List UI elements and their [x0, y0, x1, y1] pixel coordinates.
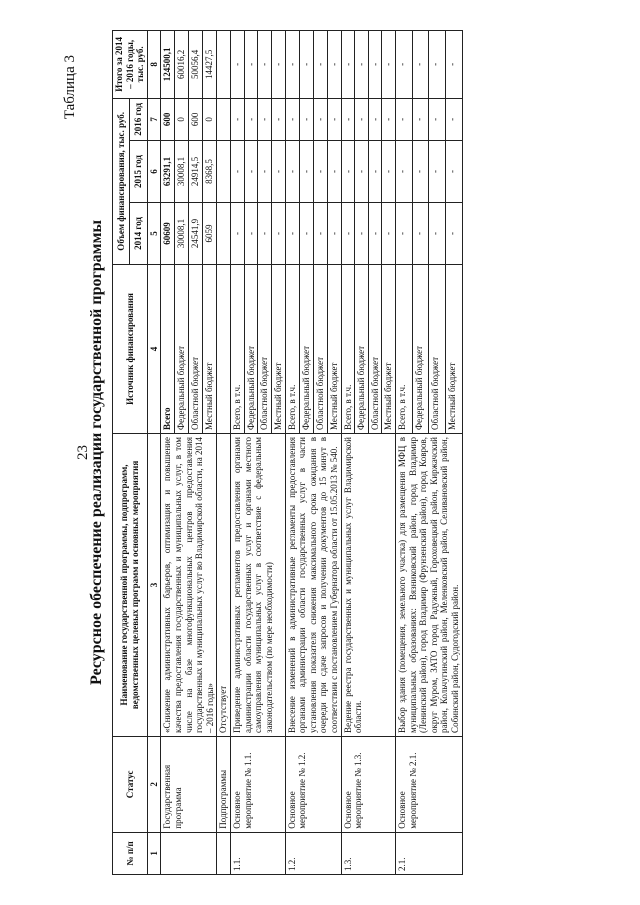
row-num: 1.3.	[341, 832, 395, 874]
amount-2015: -	[368, 140, 382, 202]
amount-2015: -	[396, 140, 413, 202]
funding-source: Федеральный бюджет	[244, 264, 258, 433]
funding-source: Всего, в т.ч.	[285, 264, 299, 433]
header-year-2015: 2015 год	[130, 140, 147, 202]
column-number: 3	[147, 434, 161, 737]
amount-2015: 8368,5	[203, 140, 217, 202]
table-row	[231, 31, 245, 875]
funding-source: Местный бюджет	[203, 264, 217, 433]
amount-2016: -	[341, 98, 355, 140]
header-year-2016: 2016 год	[130, 98, 147, 140]
funding-source: Местный бюджет	[271, 264, 285, 433]
amount-total: -	[412, 31, 429, 99]
funding-source: Всего, в т.ч.	[231, 264, 245, 433]
amount-total: -	[285, 31, 299, 99]
amount-total: 60016,2	[175, 31, 189, 99]
amount-total: 14427,5	[203, 31, 217, 99]
column-number-row	[147, 31, 161, 875]
amount-2014: -	[382, 202, 396, 264]
amount-2015: 63291,1	[161, 140, 175, 202]
header-year-2014: 2014 год	[130, 202, 147, 264]
funding-source: Всего, в т.ч.	[341, 264, 355, 433]
amount-2016: -	[368, 98, 382, 140]
header-funding-group: Объем финансирования, тыс. руб.	[113, 98, 130, 264]
amount-2016: 0	[175, 98, 189, 140]
document-title: Ресурсное обеспечение реализации государственной программы	[88, 220, 105, 685]
funding-source: Федеральный бюджет	[355, 264, 369, 433]
amount-total: -	[231, 31, 245, 99]
amount-2016: -	[429, 98, 446, 140]
funding-source: Всего, в т.ч.	[396, 264, 413, 433]
amount-total: -	[244, 31, 258, 99]
page-number: 23	[75, 445, 91, 460]
resource-table	[112, 30, 463, 875]
amount-2016: 0	[203, 98, 217, 140]
amount-2014: -	[299, 202, 313, 264]
funding-source: Местный бюджет	[382, 264, 396, 433]
funding-source: Федеральный бюджет	[412, 264, 429, 433]
amount-2015: -	[271, 140, 285, 202]
amount-total: -	[313, 31, 327, 99]
column-number: 7	[147, 98, 161, 140]
amount-2015: -	[412, 140, 429, 202]
funding-source: Областной бюджет	[189, 264, 203, 433]
amount-2014: 6059	[203, 202, 217, 264]
amount-2015: -	[382, 140, 396, 202]
funding-source: Областной бюджет	[258, 264, 272, 433]
amount-2015: -	[429, 140, 446, 202]
table-row	[396, 31, 413, 875]
amount-total: -	[355, 31, 369, 99]
amount-2015: -	[285, 140, 299, 202]
row-name: Ведение реестра государственных и муниципальных услуг Владимирской области.	[341, 434, 395, 737]
header-source: Источник финансирования	[113, 264, 148, 433]
amount-2016: -	[355, 98, 369, 140]
amount-total: -	[368, 31, 382, 99]
header-total: Итого за 2014 – 2016 годы, тыс. руб.	[113, 31, 148, 99]
row-status: Основное мероприятие № 2.1.	[396, 736, 463, 832]
funding-source: Федеральный бюджет	[175, 264, 189, 433]
amount-2014: -	[327, 202, 341, 264]
row-status: Основное мероприятие № 1.2.	[285, 736, 341, 832]
row-num: 1.1.	[231, 832, 285, 874]
funding-source: Областной бюджет	[368, 264, 382, 433]
row-status: Основное мероприятие № 1.3.	[341, 736, 395, 832]
row-status: Государственная программа	[161, 736, 217, 832]
amount-2015: -	[299, 140, 313, 202]
amount-2014: -	[396, 202, 413, 264]
amount-2016: -	[396, 98, 413, 140]
amount-total: 124500,1	[161, 31, 175, 99]
funding-source	[217, 264, 231, 433]
row-num	[161, 832, 217, 874]
row-name: Внесение изменений в административные регламенты предоставления органами администрации области государственных услуг в части установления показателя снижения максимального срока ожидания в очереди при сдаче запросов и получении документов до 15 минут в соответствии с постановлением Губернатора области от 15.05.2013 № 540.	[285, 434, 341, 737]
amount-2015: -	[445, 140, 462, 202]
amount-2014: -	[313, 202, 327, 264]
row-status: Основное мероприятие № 1.1.	[231, 736, 285, 832]
amount-2015: -	[355, 140, 369, 202]
amount-2016: -	[231, 98, 245, 140]
column-number: 1	[147, 832, 161, 874]
amount-2016: -	[285, 98, 299, 140]
table-row	[285, 31, 299, 875]
amount-2014: -	[412, 202, 429, 264]
amount-2014: -	[429, 202, 446, 264]
funding-source: Всего	[161, 264, 175, 433]
amount-2016: -	[299, 98, 313, 140]
column-number: 2	[147, 736, 161, 832]
amount-total: -	[382, 31, 396, 99]
amount-2016: -	[244, 98, 258, 140]
amount-2015: 30008,1	[175, 140, 189, 202]
amount-2014: -	[445, 202, 462, 264]
row-num: 1.2.	[285, 832, 341, 874]
row-status: Подпрограммы	[217, 736, 231, 832]
amount-2015: -	[327, 140, 341, 202]
amount-2014: -	[271, 202, 285, 264]
amount-2016: -	[327, 98, 341, 140]
row-name: Приведение административных регламентов предоставления органами администрации области государственных услуг и органами местного самоуправления муниципальных услуг в соответствие с федеральным законодательством (по мере необходимости)	[231, 434, 285, 737]
amount-total: -	[396, 31, 413, 99]
amount-2014: -	[231, 202, 245, 264]
amount-2016: -	[412, 98, 429, 140]
amount-total: -	[271, 31, 285, 99]
amount-total: -	[299, 31, 313, 99]
amount-2014: -	[258, 202, 272, 264]
amount-2014: -	[368, 202, 382, 264]
row-num	[217, 832, 231, 874]
amount-2015: 24914,5	[189, 140, 203, 202]
amount-2015: -	[313, 140, 327, 202]
header-num: № п/п	[113, 832, 148, 874]
column-number: 5	[147, 202, 161, 264]
amount-2014: -	[355, 202, 369, 264]
amount-total: -	[429, 31, 446, 99]
amount-2015: -	[244, 140, 258, 202]
amount-2014: 30008,1	[175, 202, 189, 264]
amount-total: -	[341, 31, 355, 99]
amount-2015: -	[231, 140, 245, 202]
amount-2015	[217, 140, 231, 202]
amount-2016: -	[271, 98, 285, 140]
column-number: 8	[147, 31, 161, 99]
amount-2016	[217, 98, 231, 140]
funding-source: Местный бюджет	[445, 264, 462, 433]
column-number: 4	[147, 264, 161, 433]
row-name: Выбор здания (помещения, земельного участка) для размещения МФЦ в муниципальных образованиях: Вязниковский район, город Владимир (Ленинский район), город Владимир (Фрунзенский район), город Ковров, округ Муром, ЗАТО город Радужный, Гороховецкий район, Киржачский район, Кольчугинский район, Меленковский район, Селивановский район, Собинский район, Судогодский район.	[396, 434, 463, 737]
amount-2014: 24541,9	[189, 202, 203, 264]
amount-total	[217, 31, 231, 99]
amount-total: 50056,4	[189, 31, 203, 99]
funding-source: Местный бюджет	[327, 264, 341, 433]
row-name: «Снижение административных барьеров, оптимизация и повышение качества предоставления государственных и муниципальных услуг, в том числе на базе многофункциональных центров предоставления государственных и муниципальных услуг во Владимирской области, на 2014 – 2016 годы»	[161, 434, 217, 737]
amount-total: -	[258, 31, 272, 99]
amount-2015: -	[258, 140, 272, 202]
amount-2014: -	[244, 202, 258, 264]
amount-2016: -	[313, 98, 327, 140]
header-name: Наименование государственной программы, подпрограмм, ведомственных целевых программ и основных мероприятия	[113, 434, 148, 737]
row-name: Отсутствует	[217, 434, 231, 737]
amount-2016: -	[382, 98, 396, 140]
funding-source: Областной бюджет	[429, 264, 446, 433]
table-row	[341, 31, 355, 875]
funding-source: Областной бюджет	[313, 264, 327, 433]
amount-total: -	[445, 31, 462, 99]
amount-2014: 60609	[161, 202, 175, 264]
amount-2016: -	[445, 98, 462, 140]
amount-2014: -	[285, 202, 299, 264]
table-label: Таблица 3	[62, 55, 78, 120]
amount-2016: 600	[161, 98, 175, 140]
amount-2016: -	[258, 98, 272, 140]
amount-2014: -	[341, 202, 355, 264]
funding-source: Федеральный бюджет	[299, 264, 313, 433]
amount-2015: -	[341, 140, 355, 202]
amount-2014	[217, 202, 231, 264]
table-row	[161, 31, 175, 875]
column-number: 6	[147, 140, 161, 202]
row-num: 2.1.	[396, 832, 463, 874]
amount-2016: 600	[189, 98, 203, 140]
amount-total: -	[327, 31, 341, 99]
table-row	[217, 31, 231, 875]
header-status: Статус	[113, 736, 148, 832]
